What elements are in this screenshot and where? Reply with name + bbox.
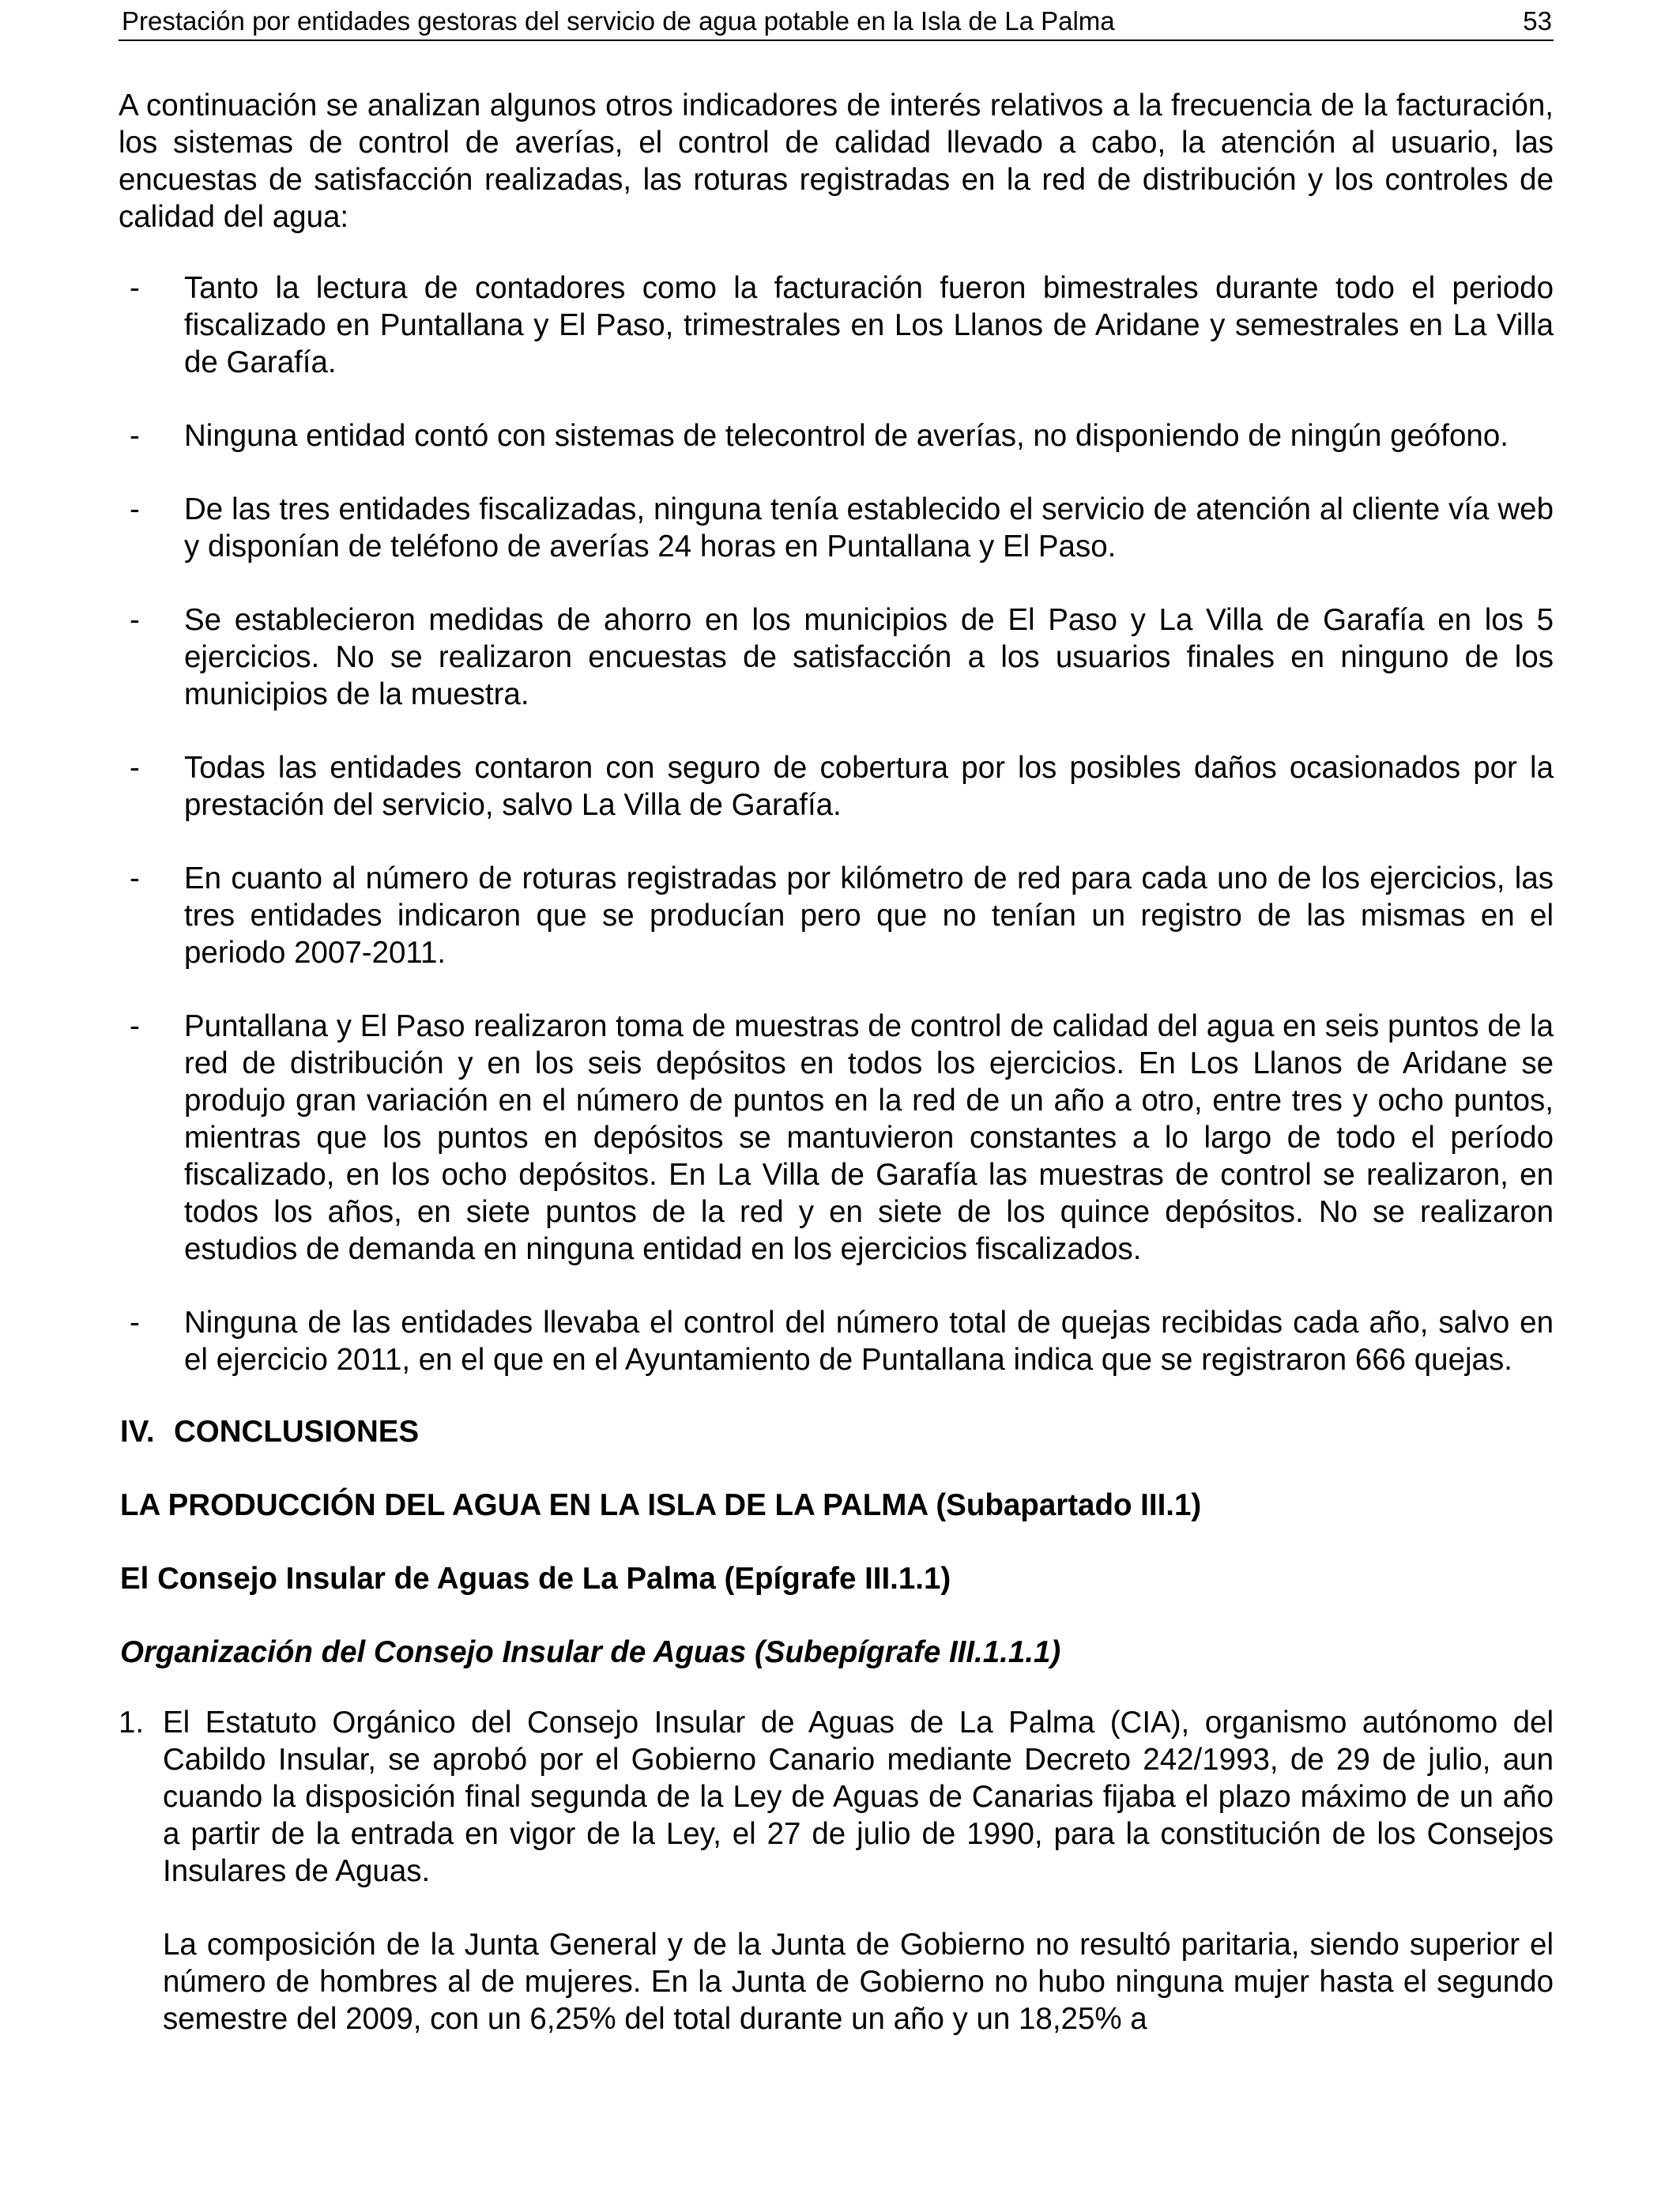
running-header <box>119 3 1554 41</box>
list-item <box>119 1304 1554 1378</box>
bullet-dash: - <box>130 603 140 637</box>
list-item <box>119 860 1554 971</box>
list-item-text: De las tres entidades fiscalizadas, ninguna tenía establecido el servicio de atención al cliente vía web y disponían de teléfono de averías 24 horas en Puntallana y El Paso. <box>184 492 1554 564</box>
conclusions-list <box>119 1704 1554 2038</box>
epigraph-heading: El Consejo Insular de Aguas de La Palma (Epígrafe III.1.1) <box>120 1562 951 1596</box>
list-item <box>119 491 1554 565</box>
bullet-dash: - <box>130 1306 140 1340</box>
list-item <box>119 417 1554 454</box>
indicators-list <box>119 270 1554 1378</box>
subsection-heading: LA PRODUCCIÓN DEL AGUA EN LA ISLA DE LA PALMA (Subapartado III.1) <box>120 1488 1202 1522</box>
numbered-item <box>119 1704 1554 2038</box>
list-item-text: Todas las entidades contaron con seguro de cobertura por los posibles daños ocasionados por la prestación del servicio, salvo La Villa de Garafía. <box>184 751 1554 822</box>
item-paragraph: El Estatuto Orgánico del Consejo Insular de Aguas de La Palma (CIA), organismo autónomo del Cabildo Insular, se aprobó por el Gobierno Canario mediante Decreto 242/1993, de 29 de julio, aun cuando la disposición final segunda de la Ley de Aguas de Canarias fijaba el plazo máximo de un año a partir de la entrada en vigor de la Ley, el 27 de julio de 1990, para la constitución de los Consejos Insulares de Aguas. <box>163 1706 1554 1888</box>
page-number: 53 <box>1523 6 1552 36</box>
list-item <box>119 1008 1554 1268</box>
running-header-title: Prestación por entidades gestoras del servicio de agua potable en la Isla de La Palma <box>122 6 1115 36</box>
subepigraph-heading: Organización del Consejo Insular de Aguas (Subepígrafe III.1.1.1) <box>120 1635 1061 1669</box>
item-paragraph: La composición de la Junta General y de la Junta de Gobierno no resultó paritaria, siendo superior el número de hombres al de mujeres. En la Junta de Gobierno no hubo ninguna mujer hasta el segundo semestre del 2009, con un 6,25% del total durante un año y un 18,25% a <box>163 1928 1554 2036</box>
bullet-dash: - <box>130 492 140 526</box>
bullet-dash: - <box>130 1009 140 1043</box>
list-item <box>119 749 1554 824</box>
section-heading <box>120 1413 1554 1450</box>
section-title: CONCLUSIONES <box>174 1415 420 1449</box>
list-item-text: Ninguna de las entidades llevaba el control del número total de quejas recibidas cada año, salvo en el ejercicio 2011, en el que en el Ayuntamiento de Puntallana indica que se registraron 666 quejas. <box>184 1306 1554 1377</box>
list-item-text: Se establecieron medidas de ahorro en los municipios de El Paso y La Villa de Garafía en los 5 ejercicios. No se realizaron encuestas de satisfacción a los usuarios finales en ninguno de los municipios de la muestra. <box>184 603 1554 711</box>
list-item <box>119 270 1554 381</box>
list-item-text: Puntallana y El Paso realizaron toma de muestras de control de calidad del agua en seis puntos de la red de distribución y en los seis depósitos en todos los ejercicios. En Los Llanos de Aridane se produjo gran variación en el número de puntos en la red de un año a otro, entre tres y ocho puntos, mientras que los puntos en depósitos se mantuvieron constantes a lo largo de todo el período fiscalizado, en los ocho depósitos. En La Villa de Garafía las muestras de control se realizaron, en todos los años, en siete puntos de la red y en siete de los quince depósitos. No se realizaron estudios de demanda en ninguna entidad en los ejercicios fiscalizados. <box>184 1009 1554 1266</box>
document-body <box>119 87 1554 2038</box>
list-item-text: En cuanto al número de roturas registradas por kilómetro de red para cada uno de los ejercicios, las tres entidades indicaron que se producían pero que no tenían un registro de las mismas en el periodo 2007-2011. <box>184 861 1554 970</box>
list-item-text: Tanto la lectura de contadores como la facturación fueron bimestrales durante todo el periodo fiscalizado en Puntallana y El Paso, trimestrales en Los Llanos de Aridane y semestrales en La Villa de Garafía. <box>184 271 1554 379</box>
intro-paragraph: A continuación se analizan algunos otros indicadores de interés relativos a la frecuencia de la facturación, los sistemas de control de averías, el control de calidad llevado a cabo, la atención al usuario, las encuestas de satisfacción realizadas, las roturas registradas en la red de distribución y los controles de calidad del agua: <box>119 89 1554 234</box>
list-item-text: Ninguna entidad contó con sistemas de telecontrol de averías, no disponiendo de ningún geófono. <box>184 419 1509 453</box>
bullet-dash: - <box>130 419 140 453</box>
bullet-dash: - <box>130 271 140 305</box>
section-number: IV. <box>120 1415 155 1449</box>
bullet-dash: - <box>130 861 140 895</box>
item-number: 1. <box>119 1706 145 1740</box>
list-item <box>119 601 1554 713</box>
bullet-dash: - <box>130 751 140 785</box>
